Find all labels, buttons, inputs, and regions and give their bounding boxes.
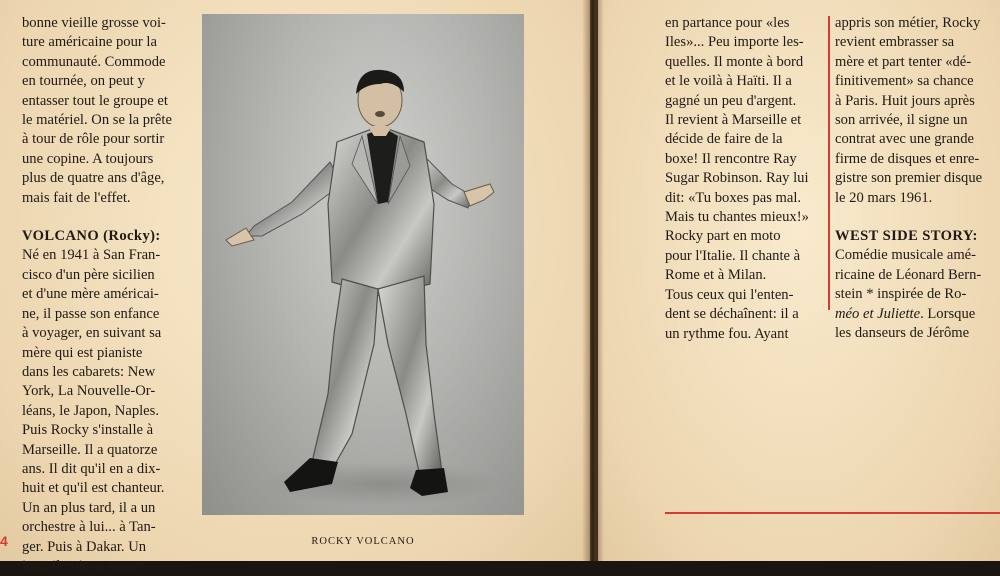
text-line: en partance pour «les (665, 15, 790, 31)
text-line: mère et part tenter «dé- (835, 53, 972, 70)
text-line: ricaine de Léonard Bern- (835, 266, 982, 283)
text-line: communauté. Commode (22, 53, 166, 70)
text-line: revient embrasser sa (835, 34, 955, 51)
text-line: mais fait de l'effet. (22, 189, 131, 206)
text-line: quelles. Il monte à bord (665, 53, 804, 70)
right-text-column (835, 14, 995, 344)
text-line: dit: «Tu boxes pas mal. (665, 189, 802, 206)
text-line: dans les cabarets: New (22, 363, 156, 380)
text-line: Marseille. Il a quatorze (22, 441, 158, 458)
text-line: entasser tout le groupe et (22, 92, 168, 109)
text-line: léans, le Japon, Naples. (22, 402, 159, 419)
text-line: en tournée, on peut y (22, 73, 145, 90)
text-line: à voyager, en suivant sa (22, 325, 162, 342)
text-line: ans. Il dit qu'il en a dix- (22, 460, 161, 477)
text-line: pour l'Italie. Il chante à (665, 247, 801, 264)
text-line: jour, il voit un cargo (22, 557, 141, 574)
text-line: Né en 1941 à San Fran- (22, 247, 161, 264)
text-line: cisco d'un père sicilien (22, 266, 155, 283)
text-line: et d'une mère américai- (22, 286, 159, 303)
text-line: à tour de rôle pour sortir (22, 131, 165, 148)
text-line: finitivement» sa chance (835, 73, 974, 90)
red-column-divider (828, 16, 830, 310)
text-line: le 20 mars 1961. (835, 189, 933, 206)
text-line: Comédie musicale amé- (835, 247, 977, 264)
text-line: le matériel. On se la prête (22, 112, 172, 129)
text-line: Il revient à Marseille et (665, 112, 802, 129)
text-line (835, 305, 995, 324)
text-line: et le voilà à Haïti. Il a (665, 73, 792, 90)
text-fragment: . Lorsque (920, 305, 976, 322)
text-line: gistre son premier disque (835, 170, 983, 187)
text-line: à Paris. Huit jours après (835, 92, 975, 109)
text-line: stein * inspirée de Ro- (835, 286, 967, 303)
text-line: une copine. A toujours (22, 150, 154, 167)
text-line: décide de faire de la (665, 131, 783, 148)
book-gutter (582, 0, 604, 561)
red-horizontal-rule (665, 512, 1000, 514)
entry-heading-volcano: VOLCANO (Rocky): (22, 228, 161, 245)
text-line: un rythme fou. Ayant (665, 325, 789, 342)
text-line: ger. Puis à Dakar. Un (22, 538, 147, 555)
text-line: orchestre à lui... à Tan- (22, 519, 156, 536)
left-text-column (22, 14, 180, 576)
text-line: Mais tu chantes mieux!» (665, 209, 809, 226)
text-line: appris son métier, Rocky (835, 15, 981, 31)
text-line: mère qui est pianiste (22, 344, 143, 361)
italic-title: méo et Juliette (835, 305, 921, 322)
text-line: huit et qu'il est chanteur. (22, 480, 165, 497)
text-line: Tous ceux qui l'enten- (665, 286, 794, 303)
text-line: dent se déchaînent: il a (665, 306, 799, 323)
text-line: son arrivée, il signe un (835, 112, 968, 129)
text-line: ne, il passe son enfance (22, 305, 160, 322)
text-line: Sugar Robinson. Ray lui (665, 170, 809, 187)
text-line: ture américaine pour la (22, 34, 157, 51)
rocky-volcano-photo (202, 14, 524, 515)
text-line: Un an plus tard, il a un (22, 499, 156, 516)
middle-text-column (665, 14, 823, 344)
text-line: York, La Nouvelle-Or- (22, 383, 156, 400)
page-number: 4 (0, 533, 8, 549)
text-line: les danseurs de Jérôme (835, 325, 970, 342)
photo-caption: ROCKY VOLCANO (311, 536, 415, 547)
text-line: Rocky part en moto (665, 228, 781, 245)
singer-figure (202, 14, 524, 515)
text-line: Puis Rocky s'installe à (22, 422, 154, 439)
text-line: Iles»... Peu importe les- (665, 34, 804, 51)
text-line: plus de quatre ans d'âge, (22, 170, 165, 187)
text-line: boxe! Il rencontre Ray (665, 150, 797, 167)
text-line: bonne vieille grosse voi- (22, 15, 166, 31)
text-line: contrat avec une grande (835, 131, 974, 148)
text-line: firme de disques et enre- (835, 150, 980, 167)
text-line: Rome et à Milan. (665, 267, 767, 284)
text-line: gagné un peu d'argent. (665, 92, 797, 109)
entry-heading-west-side-story: WEST SIDE STORY: (835, 228, 978, 245)
